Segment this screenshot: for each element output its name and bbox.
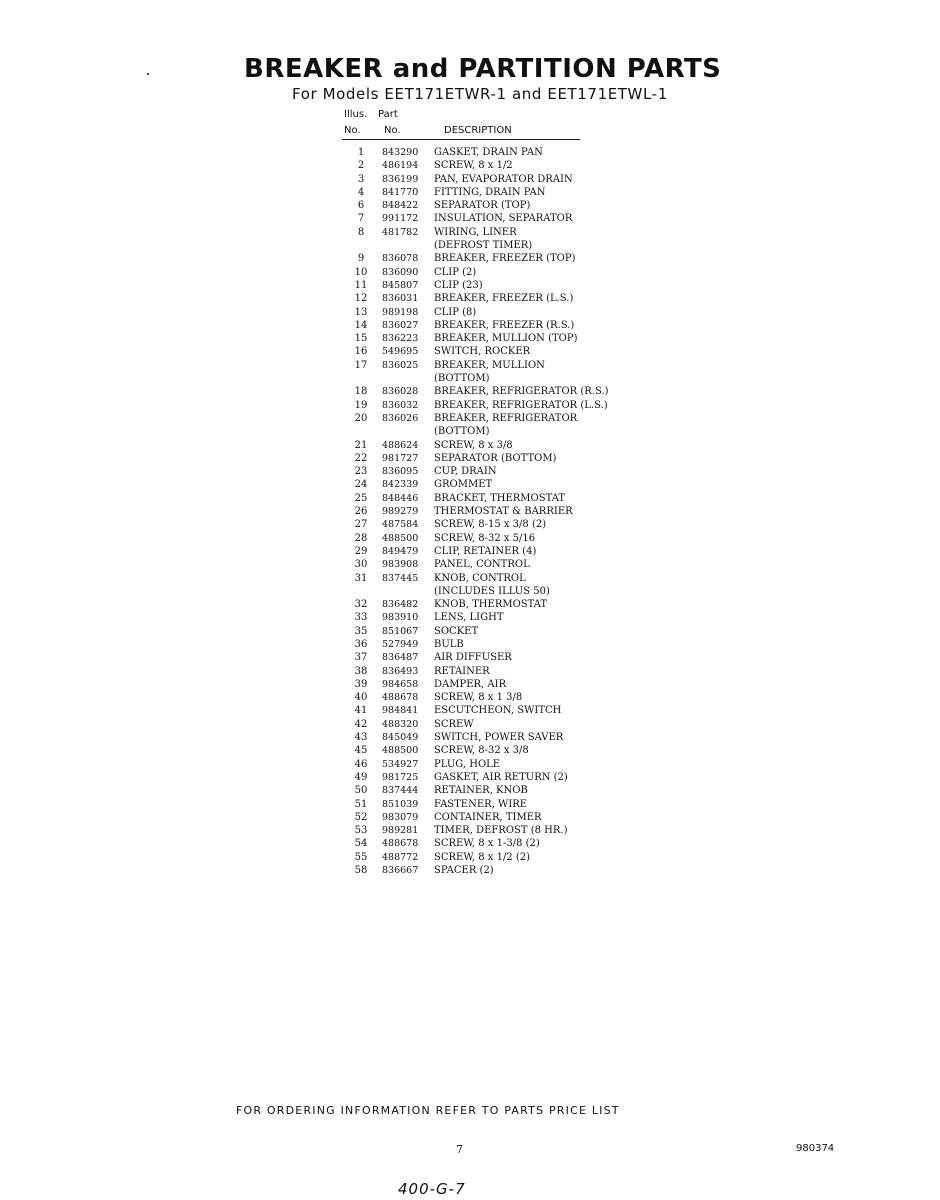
table-row	[340, 824, 640, 837]
table-row	[340, 226, 640, 239]
illus-number: 14	[354, 319, 368, 331]
part-description: SOCKET	[434, 625, 479, 637]
ordering-note: FOR ORDERING INFORMATION REFER TO PARTS PRICE LIST	[236, 1104, 620, 1117]
handwritten-note: 400-G-7	[398, 1180, 466, 1198]
table-row	[340, 146, 640, 159]
part-description: PAN, EVAPORATOR DRAIN	[434, 173, 573, 185]
illus-number: 55	[354, 851, 368, 863]
part-description: GASKET, AIR RETURN (2)	[434, 771, 568, 783]
part-description: DAMPER, AIR	[434, 678, 507, 690]
part-number: 488772	[382, 851, 419, 863]
part-description: ESCUTCHEON, SWITCH	[434, 705, 562, 717]
table-row	[340, 252, 640, 265]
illus-number: 10	[354, 266, 368, 278]
illus-number: 25	[354, 492, 368, 504]
part-number: 836487	[382, 652, 419, 664]
table-row	[340, 412, 640, 425]
part-description: (DEFROST TIMER)	[434, 240, 533, 252]
table-row	[340, 518, 640, 531]
part-description: CUP, DRAIN	[434, 466, 497, 478]
table-row	[340, 691, 640, 704]
part-number: 836493	[382, 665, 419, 677]
part-description: BREAKER, REFRIGERATOR	[434, 412, 578, 424]
part-description: SCREW, 8 x 1-3/8 (2)	[434, 838, 540, 850]
part-description: LENS, LIGHT	[434, 612, 504, 624]
part-number: 984658	[382, 678, 419, 690]
illus-number: 54	[354, 838, 368, 850]
illus-number: 40	[354, 692, 368, 704]
part-description: FASTENER, WIRE	[434, 798, 528, 810]
part-description: FITTING, DRAIN PAN	[434, 186, 546, 198]
part-description: CLIP (8)	[434, 306, 477, 318]
part-number: 836667	[382, 865, 419, 877]
illus-number: 19	[354, 399, 368, 411]
part-description: RETAINER	[434, 665, 490, 677]
table-row	[340, 758, 640, 771]
illus-number: 24	[354, 479, 368, 491]
part-description: (BOTTOM)	[434, 426, 490, 438]
illus-number: 26	[354, 506, 368, 518]
illus-number: 43	[354, 732, 368, 744]
table-row	[340, 372, 640, 385]
part-description: CONTAINER, TIMER	[434, 811, 542, 823]
parts-table	[340, 146, 640, 877]
table-row	[340, 771, 640, 784]
table-row	[340, 585, 640, 598]
part-description: SWITCH, POWER SAVER	[434, 732, 564, 744]
illus-number: 29	[354, 545, 368, 557]
illus-number: 7	[357, 213, 365, 225]
part-description: KNOB, THERMOSTAT	[434, 599, 548, 611]
part-number: 981725	[382, 771, 419, 783]
part-number: 836031	[382, 293, 419, 305]
part-description: CLIP (2)	[434, 266, 477, 278]
illus-number: 32	[354, 599, 368, 611]
part-description: CLIP (23)	[434, 279, 483, 291]
table-row	[340, 492, 640, 505]
illus-number: 42	[354, 718, 368, 730]
document-code: 980374	[796, 1143, 835, 1154]
part-description: SCREW, 8 x 3/8	[434, 439, 513, 451]
part-number: 488678	[382, 692, 419, 704]
illus-number: 38	[354, 665, 368, 677]
part-number: 983908	[382, 559, 419, 571]
illus-number: 16	[354, 346, 368, 358]
table-row	[340, 159, 640, 172]
table-row	[340, 704, 640, 717]
illus-number: 39	[354, 678, 368, 690]
table-row	[340, 186, 640, 199]
table-row	[340, 425, 640, 438]
illus-number: 18	[354, 386, 368, 398]
part-description: BRACKET, THERMOSTAT	[434, 492, 566, 504]
illus-number: 21	[354, 439, 368, 451]
part-number: 836032	[382, 399, 419, 411]
part-number: 836078	[382, 253, 419, 265]
part-description: BREAKER, MULLION (TOP)	[434, 333, 578, 345]
illus-number: 36	[354, 638, 368, 650]
part-number: 984841	[382, 705, 419, 717]
illus-number: 11	[354, 279, 368, 291]
part-number: 845807	[382, 279, 419, 291]
part-description: SCREW, 8 x 1/2 (2)	[434, 851, 531, 863]
table-row	[340, 319, 640, 332]
illus-number: 58	[354, 865, 368, 877]
scan-speck	[147, 73, 149, 75]
table-row	[340, 545, 640, 558]
part-description: CLIP, RETAINER (4)	[434, 545, 537, 557]
table-row	[340, 279, 640, 292]
part-number: 488320	[382, 718, 419, 730]
table-row	[340, 572, 640, 585]
part-number: 488500	[382, 745, 419, 757]
part-description: BREAKER, REFRIGERATOR (R.S.)	[434, 386, 609, 398]
part-description: SCREW, 8-32 x 3/8	[434, 745, 529, 757]
header-part-no: No.	[384, 125, 401, 136]
part-description: BULB	[434, 638, 464, 650]
illus-number: 49	[354, 771, 368, 783]
table-row	[340, 798, 640, 811]
part-description: TIMER, DEFROST (8 HR.)	[434, 825, 568, 837]
part-number: 841770	[382, 186, 419, 198]
illus-number: 50	[354, 785, 368, 797]
part-number: 842339	[382, 479, 419, 491]
part-number: 836223	[382, 333, 419, 345]
illus-number: 28	[354, 532, 368, 544]
part-description: WIRING, LINER	[434, 226, 517, 238]
illus-number: 53	[354, 825, 368, 837]
part-number: 848446	[382, 492, 419, 504]
illus-number: 23	[354, 466, 368, 478]
page-title: BREAKER and PARTITION PARTS	[244, 54, 722, 84]
part-number: 836026	[382, 412, 419, 424]
part-number: 845049	[382, 732, 419, 744]
table-row	[340, 731, 640, 744]
table-row	[340, 465, 640, 478]
part-description: BREAKER, FREEZER (TOP)	[434, 253, 576, 265]
table-row	[340, 306, 640, 319]
part-description: PLUG, HOLE	[434, 758, 501, 770]
part-number: 836199	[382, 173, 419, 185]
part-number: 991172	[382, 213, 419, 225]
part-description: SCREW, 8-15 x 3/8 (2)	[434, 519, 547, 531]
part-number: 534927	[382, 758, 419, 770]
table-row	[340, 837, 640, 850]
part-number: 851067	[382, 625, 419, 637]
illus-number: 52	[354, 811, 368, 823]
part-number: 837444	[382, 785, 419, 797]
illus-number: 3	[357, 173, 365, 185]
table-row	[340, 864, 640, 877]
table-row	[340, 173, 640, 186]
illus-number: 13	[354, 306, 368, 318]
illus-number: 30	[354, 559, 368, 571]
illus-number: 37	[354, 652, 368, 664]
part-number: 488678	[382, 838, 419, 850]
part-description: (BOTTOM)	[434, 373, 490, 385]
table-row	[340, 505, 640, 518]
part-description: KNOB, CONTROL	[434, 572, 526, 584]
table-row	[340, 651, 640, 664]
table-row	[340, 558, 640, 571]
part-number: 527949	[382, 638, 419, 650]
illus-number: 27	[354, 519, 368, 531]
part-number: 849479	[382, 545, 419, 557]
table-row	[340, 266, 640, 279]
illus-number: 46	[354, 758, 368, 770]
part-number: 836090	[382, 266, 419, 278]
table-row	[340, 784, 640, 797]
part-description: BREAKER, FREEZER (L.S.)	[434, 293, 574, 305]
table-row	[340, 212, 640, 225]
illus-number: 17	[354, 359, 368, 371]
table-row	[340, 359, 640, 372]
illus-number: 2	[357, 160, 365, 172]
illus-number: 33	[354, 612, 368, 624]
part-description: THERMOSTAT & BARRIER	[434, 506, 573, 518]
illus-number: 35	[354, 625, 368, 637]
part-description: BREAKER, FREEZER (R.S.)	[434, 319, 575, 331]
part-number: 848422	[382, 200, 419, 212]
part-description: GASKET, DRAIN PAN	[434, 147, 543, 158]
part-description: GROMMET	[434, 479, 493, 491]
table-row	[340, 744, 640, 757]
illus-number: 4	[357, 186, 365, 198]
part-number: 836028	[382, 386, 419, 398]
table-row	[340, 345, 640, 358]
part-number: 851039	[382, 798, 419, 810]
part-description: (INCLUDES ILLUS 50)	[434, 585, 550, 597]
part-description: BREAKER, MULLION	[434, 359, 545, 371]
page-number: 7	[456, 1143, 463, 1156]
part-number: 488624	[382, 439, 419, 451]
table-row	[340, 718, 640, 731]
table-row	[340, 532, 640, 545]
part-number: 487584	[382, 519, 419, 531]
page-subtitle: For Models EET171ETWR-1 and EET171ETWL-1	[292, 85, 668, 103]
part-description: SCREW, 8-32 x 5/16	[434, 532, 536, 544]
part-description: SWITCH, ROCKER	[434, 346, 531, 358]
illus-number: 45	[354, 745, 368, 757]
part-description: SEPARATOR (TOP)	[434, 200, 531, 212]
table-row	[340, 598, 640, 611]
part-description: AIR DIFFUSER	[434, 652, 512, 664]
table-row	[340, 385, 640, 398]
table-row	[340, 851, 640, 864]
part-number: 836095	[382, 466, 419, 478]
table-row	[340, 239, 640, 252]
part-description: SPACER (2)	[434, 865, 494, 877]
part-description: INSULATION, SEPARATOR	[434, 213, 573, 225]
part-number: 983079	[382, 811, 419, 823]
part-number: 989281	[382, 825, 419, 837]
illus-number: 22	[354, 452, 368, 464]
illus-number: 15	[354, 333, 368, 345]
table-row	[340, 439, 640, 452]
part-number: 488500	[382, 532, 419, 544]
table-row	[340, 199, 640, 212]
table-row	[340, 478, 640, 491]
illus-number: 6	[357, 200, 365, 212]
table-row	[340, 399, 640, 412]
header-description: DESCRIPTION	[444, 125, 512, 136]
part-number: 981727	[382, 452, 419, 464]
part-number: 989279	[382, 506, 419, 518]
table-row	[340, 332, 640, 345]
part-description: SCREW	[434, 718, 474, 730]
part-number: 481782	[382, 226, 419, 238]
table-row	[340, 811, 640, 824]
part-number: 989198	[382, 306, 419, 318]
part-number: 843290	[382, 147, 419, 158]
part-number: 486194	[382, 160, 419, 172]
table-row	[340, 611, 640, 624]
table-row	[340, 678, 640, 691]
table-row	[340, 452, 640, 465]
illus-number: 8	[357, 226, 365, 238]
part-description: SCREW, 8 x 1 3/8	[434, 692, 523, 704]
header-part: Part	[378, 109, 398, 120]
part-number: 549695	[382, 346, 419, 358]
part-number: 836027	[382, 319, 419, 331]
part-number: 983910	[382, 612, 419, 624]
part-description: SCREW, 8 x 1/2	[434, 160, 513, 172]
part-description: PANEL, CONTROL	[434, 559, 530, 571]
header-illus-no: No.	[344, 125, 361, 136]
illus-number: 12	[354, 293, 368, 305]
illus-number: 20	[354, 412, 368, 424]
part-number: 837445	[382, 572, 419, 584]
table-row	[340, 638, 640, 651]
illus-number: 51	[354, 798, 368, 810]
illus-number: 41	[354, 705, 368, 717]
table-row	[340, 665, 640, 678]
header-divider	[342, 139, 580, 140]
part-number: 836025	[382, 359, 419, 371]
illus-number: 1	[357, 147, 365, 158]
table-row	[340, 625, 640, 638]
part-description: RETAINER, KNOB	[434, 785, 528, 797]
part-description: SEPARATOR (BOTTOM)	[434, 452, 557, 464]
illus-number: 31	[354, 572, 368, 584]
part-number: 836482	[382, 599, 419, 611]
header-illus: Illus.	[344, 109, 368, 120]
table-row	[340, 292, 640, 305]
illus-number: 9	[357, 253, 365, 265]
part-description: BREAKER, REFRIGERATOR (L.S.)	[434, 399, 608, 411]
